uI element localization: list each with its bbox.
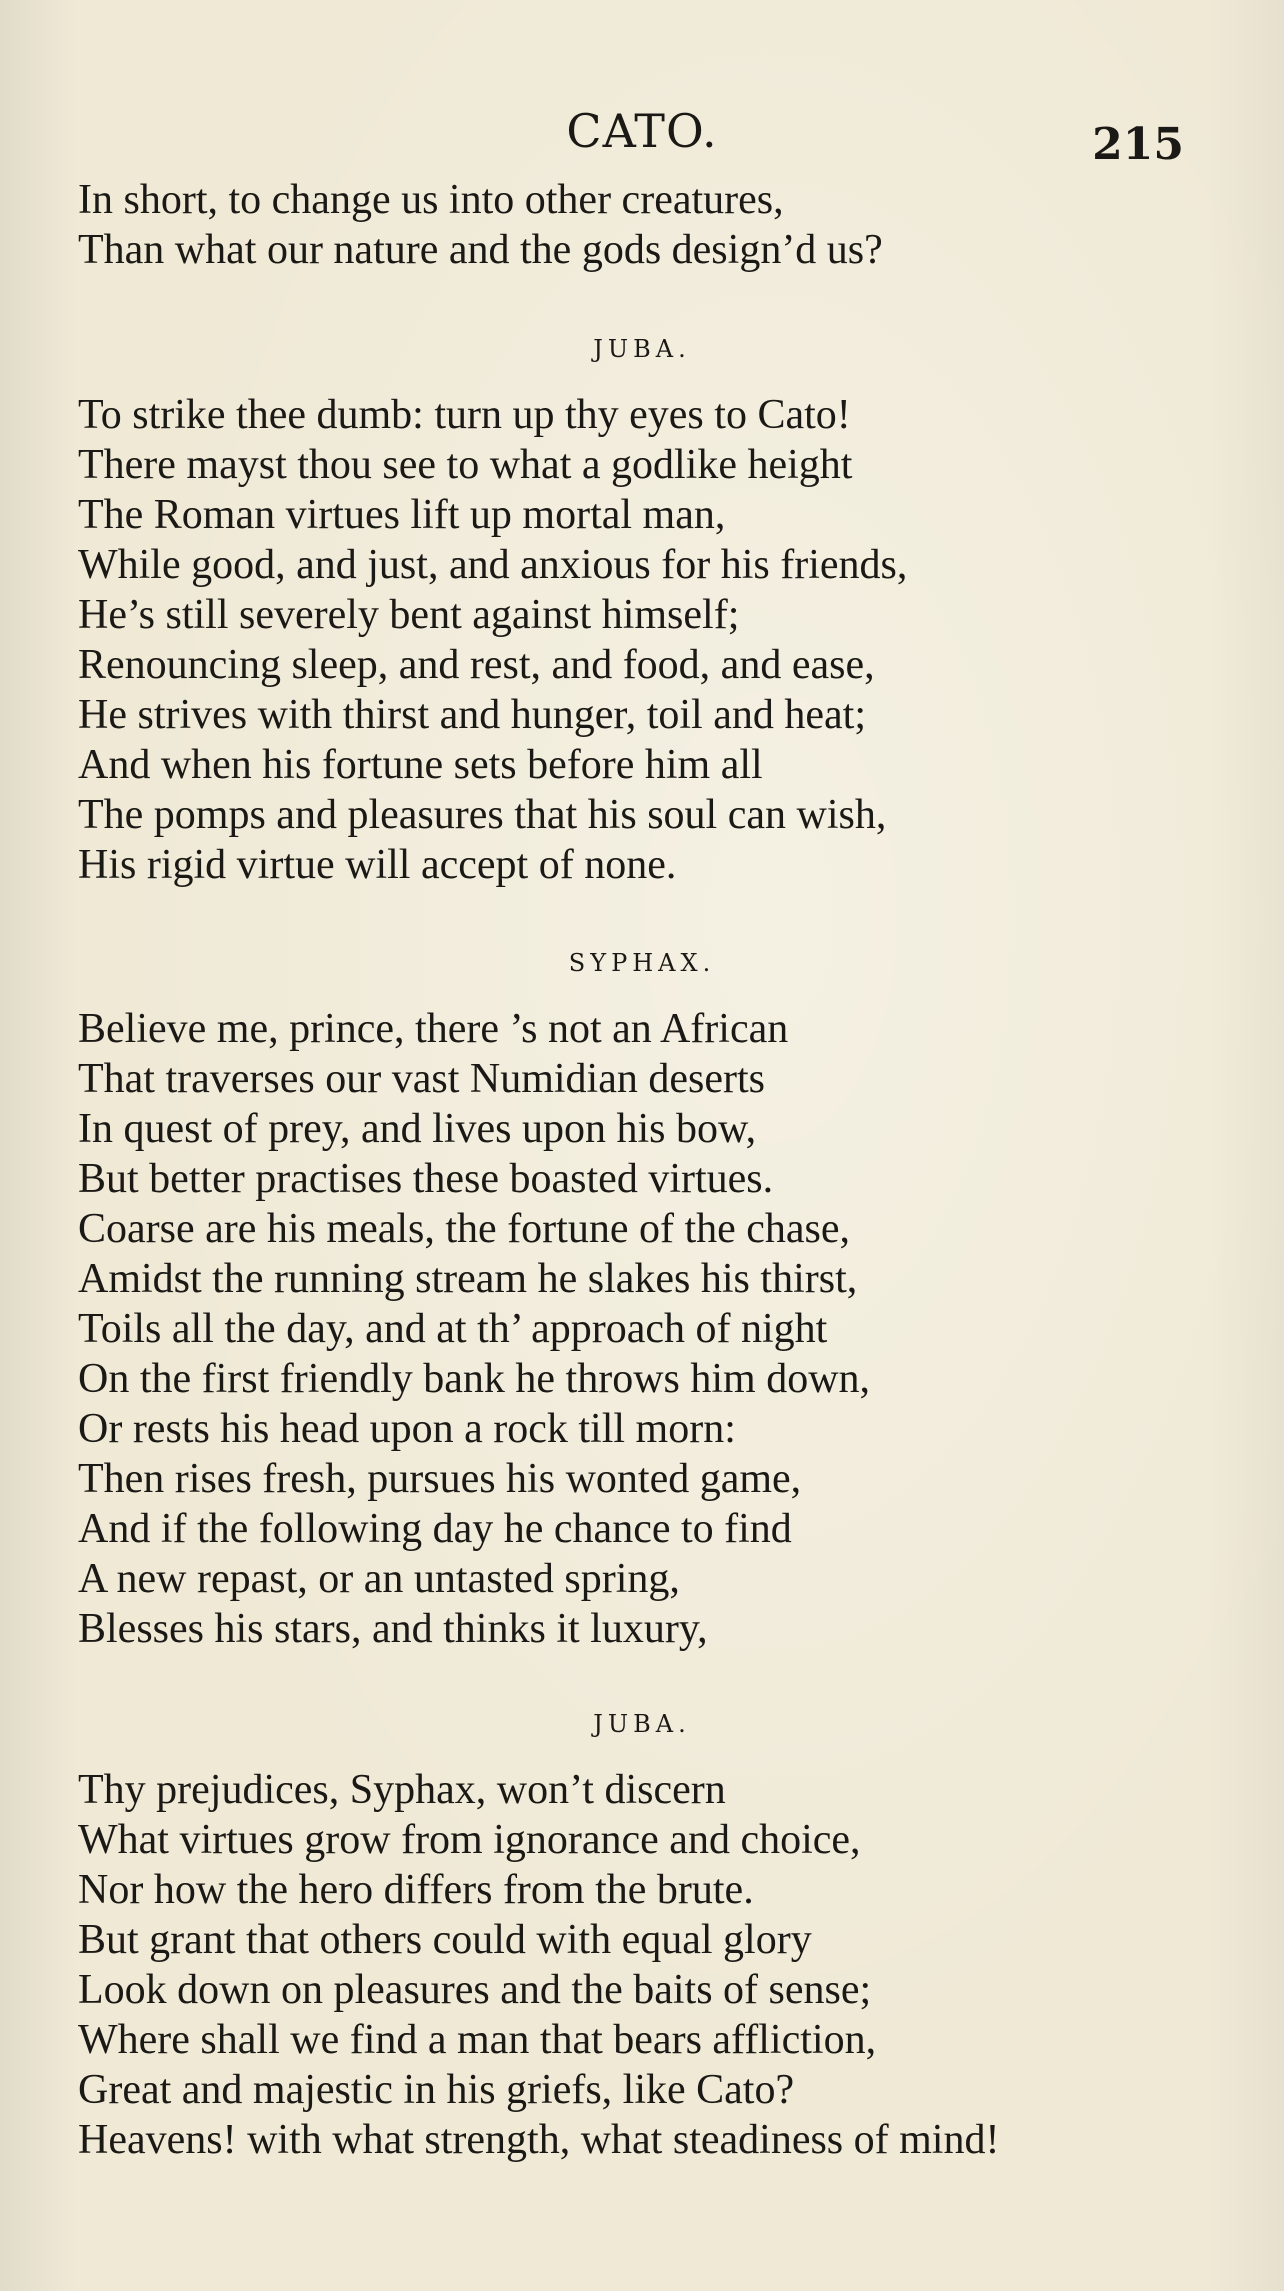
verse-line: His rigid virtue will accept of none. [78, 842, 677, 888]
verse-line: And if the following day he chance to find [78, 1506, 792, 1552]
verse-line: And when his fortune sets before him all [78, 742, 763, 788]
verse-line: Then rises fresh, pursues his wonted game, [78, 1456, 802, 1502]
verse-line: But better practises these boasted virtues. [78, 1156, 774, 1202]
verse-block-juba-2 [78, 1765, 1244, 2165]
speaker-heading-juba: JUBA. [593, 335, 691, 363]
speaker-heading-syphax: SYPHAX. [568, 949, 716, 977]
verse-block-opening [78, 175, 1244, 275]
verse-line: That traverses our vast Numidian deserts [78, 1056, 765, 1102]
verse-line: Believe me, prince, there ’s not an African [78, 1006, 789, 1052]
verse-line: Or rests his head upon a rock till morn: [78, 1406, 736, 1452]
verse-block-syphax [78, 1004, 1244, 1654]
verse-line: Nor how the hero differs from the brute. [78, 1867, 754, 1913]
verse-line: The pomps and pleasures that his soul can wish, [78, 792, 887, 838]
verse-line: To strike thee dumb: turn up thy eyes to Cato! [78, 392, 851, 438]
verse-line: But grant that others could with equal glory [78, 1917, 812, 1963]
verse-line: In quest of prey, and lives upon his bow, [78, 1106, 757, 1152]
verse-line: Heavens! with what strength, what steadiness of mind! [78, 2117, 1000, 2163]
verse-line: In short, to change us into other creatures, [78, 177, 784, 223]
verse-line: What virtues grow from ignorance and choice, [78, 1817, 861, 1863]
verse-block-juba-1 [78, 390, 1244, 890]
verse-line: Than what our nature and the gods design’d us? [78, 227, 883, 273]
verse-line: A new repast, or an untasted spring, [78, 1556, 680, 1602]
verse-line: Where shall we find a man that bears affliction, [78, 2017, 877, 2063]
verse-line: Coarse are his meals, the fortune of the chase, [78, 1206, 851, 1252]
running-title: CATO. [566, 104, 718, 158]
verse-line: Renouncing sleep, and rest, and food, and ease, [78, 642, 875, 688]
verse-line: Toils all the day, and at th’ approach of night [78, 1306, 828, 1352]
verse-line: Blesses his stars, and thinks it luxury, [78, 1606, 708, 1652]
verse-line: Amidst the running stream he slakes his thirst, [78, 1256, 858, 1302]
verse-line: Great and majestic in his griefs, like Cato? [78, 2067, 795, 2113]
verse-line: While good, and just, and anxious for his friends, [78, 542, 908, 588]
speaker-heading-juba-2: JUBA. [593, 1710, 691, 1738]
verse-line: The Roman virtues lift up mortal man, [78, 492, 726, 538]
page-number: 215 [1092, 119, 1184, 170]
verse-line: Look down on pleasures and the baits of sense; [78, 1967, 872, 2013]
verse-line: Thy prejudices, Syphax, won’t discern [78, 1767, 726, 1813]
verse-line: On the first friendly bank he throws him down, [78, 1356, 871, 1402]
verse-line: He strives with thirst and hunger, toil and heat; [78, 692, 866, 738]
verse-line: There mayst thou see to what a godlike height [78, 442, 853, 488]
verse-line: He’s still severely bent against himself; [78, 592, 740, 638]
